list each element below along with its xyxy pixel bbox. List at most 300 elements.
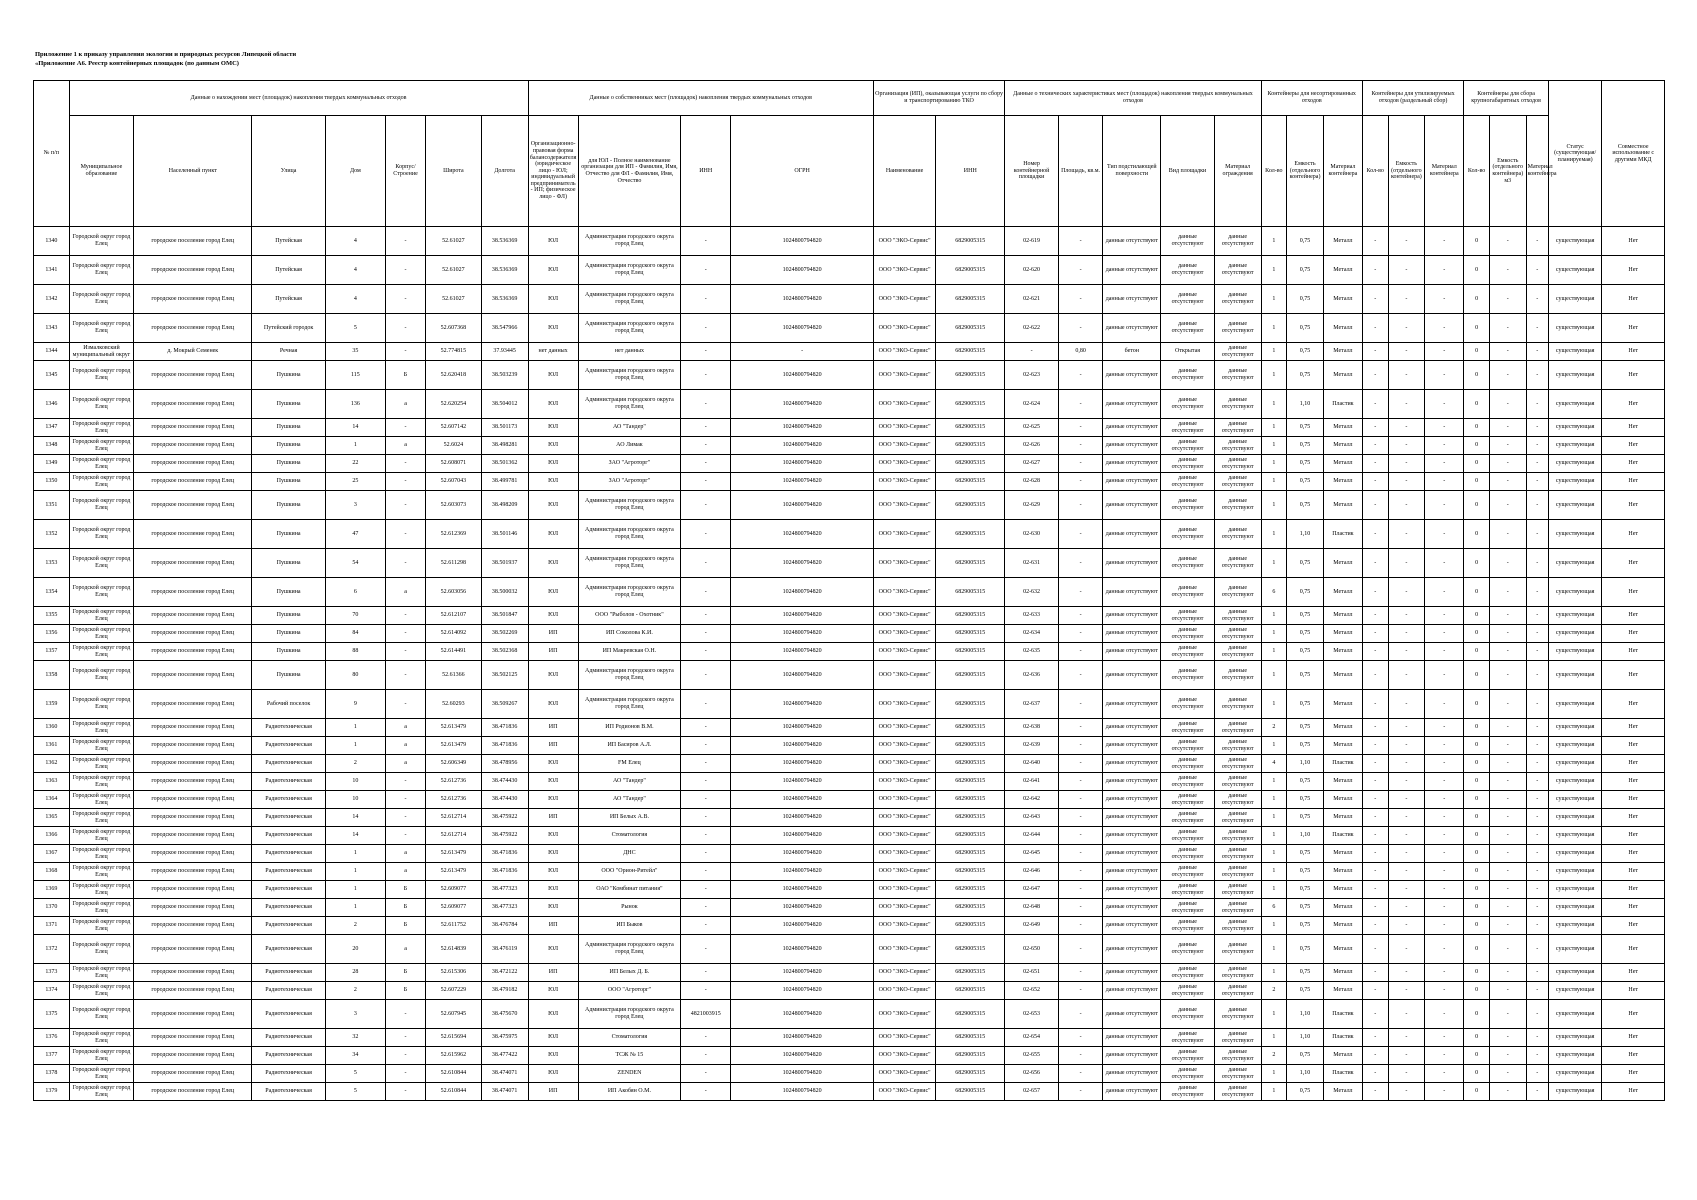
table-cell: 02-626 [1005,437,1058,455]
table-cell: ЮЛ [528,1047,578,1065]
table-cell: - [1489,227,1526,256]
table-cell: 0,75 [1287,690,1324,719]
table-cell: - [1362,982,1388,1000]
table-cell: Городской округ город Елец [69,964,134,982]
table-cell: Администрация городского округа город Елец [578,661,680,690]
table-cell: данные отсутствуют [1214,520,1261,549]
table-cell: городское поселение город Елец [134,607,252,625]
table-cell: - [1058,491,1103,520]
table-cell: 52.603073 [426,491,482,520]
table-cell: 0,75 [1287,809,1324,827]
table-cell: - [1526,845,1548,863]
table-cell: ТСЖ № 15 [578,1047,680,1065]
table-cell: Пушкина [252,473,326,491]
table-cell: существующая [1548,791,1601,809]
table-cell: - [1058,791,1103,809]
table-cell: 52.606349 [426,755,482,773]
table-cell: 6829005315 [936,1029,1005,1047]
table-cell: данные отсутствуют [1103,285,1161,314]
table-cell: 14 [325,809,385,827]
table-cell: - [1362,520,1388,549]
table-cell: данные отсутствуют [1161,361,1214,390]
table-cell: Металл [1323,809,1362,827]
table-cell: Городской округ город Елец [69,520,134,549]
table-cell: - [1425,491,1464,520]
table-cell: 52.61027 [426,227,482,256]
table-cell: Нет [1602,935,1665,964]
table-cell: ЮЛ [528,982,578,1000]
table-cell: городское поселение город Елец [134,578,252,607]
table-cell: - [1425,578,1464,607]
column-header: Дом [325,116,385,227]
table-cell: существующая [1548,437,1601,455]
table-cell: 6829005315 [936,935,1005,964]
table-cell: - [385,1000,425,1029]
table-cell: 0,75 [1287,361,1324,390]
table-cell: - [1489,419,1526,437]
table-cell: ООО "ЭКО-Сервис" [873,773,935,791]
table-cell: 0,75 [1287,845,1324,863]
table-cell: - [1526,227,1548,256]
table-cell: 1024800794820 [731,1047,874,1065]
table-cell: - [1425,863,1464,881]
table-cell: данные отсутствуют [1103,419,1161,437]
table-row [34,755,1665,773]
table-cell: ЮЛ [528,491,578,520]
table-cell: Городской округ город Елец [69,935,134,964]
table-cell: 52.613479 [426,845,482,863]
table-cell: 52.614839 [426,935,482,964]
table-cell: Городской округ город Елец [69,917,134,935]
table-row [34,419,1665,437]
table-cell: Нет [1602,845,1665,863]
table-cell: 6829005315 [936,314,1005,343]
table-cell: 2 [325,755,385,773]
table-cell: ООО "ЭКО-Сервис" [873,827,935,845]
table-cell: ЮЛ [528,791,578,809]
table-cell: - [1425,455,1464,473]
table-cell: 1350 [34,473,70,491]
table-cell: - [681,285,731,314]
table-cell: - [1526,935,1548,964]
table-cell: - [1425,549,1464,578]
table-cell: - [1489,791,1526,809]
table-cell: существующая [1548,256,1601,285]
table-cell: Нет [1602,361,1665,390]
table-cell: 6829005315 [936,719,1005,737]
table-cell: Городской округ город Елец [69,419,134,437]
table-cell: Нет [1602,899,1665,917]
table-cell: Металл [1323,1047,1362,1065]
table-cell: 38.471836 [481,845,528,863]
table-cell: - [1526,549,1548,578]
group-unsorted-containers-header: Контейнеры для несортированных отходов [1261,81,1362,116]
table-cell: - [385,690,425,719]
table-cell: - [1058,809,1103,827]
table-cell: 1 [1261,643,1287,661]
table-cell: - [681,964,731,982]
table-cell: - [1058,625,1103,643]
table-cell: - [681,881,731,899]
table-cell: - [1362,881,1388,899]
table-cell: Б [385,899,425,917]
table-cell: 1 [1261,1065,1287,1083]
table-cell: 1364 [34,791,70,809]
table-cell: 1374 [34,982,70,1000]
table-cell: ООО "ЭКО-Сервис" [873,491,935,520]
table-cell: - [1388,827,1425,845]
table-cell: - [1526,361,1548,390]
table-cell: 0,75 [1287,625,1324,643]
table-cell: Нет [1602,437,1665,455]
table-cell: - [1362,390,1388,419]
table-cell: Нет [1602,917,1665,935]
table-cell: 38.478956 [481,755,528,773]
table-cell: 1373 [34,964,70,982]
table-cell: ИП Макревская О.Н. [578,643,680,661]
table-cell: Администрация городского округа город Елец [578,491,680,520]
table-cell: а [385,863,425,881]
table-cell: Путейская [252,285,326,314]
table-cell: ИП [528,964,578,982]
table-cell: 52.610844 [426,1083,482,1101]
table-cell: - [1425,881,1464,899]
table-cell: 6829005315 [936,881,1005,899]
table-cell: 1377 [34,1047,70,1065]
table-cell: - [1526,578,1548,607]
table-cell: данные отсутствуют [1161,1065,1214,1083]
table-cell: данные отсутствуют [1103,625,1161,643]
table-cell: 6829005315 [936,473,1005,491]
table-cell: Измалковский муниципальный округ [69,343,134,361]
table-cell: данные отсутствуют [1103,520,1161,549]
table-cell: - [385,625,425,643]
column-header: ИНН [936,116,1005,227]
table-cell: Металл [1323,881,1362,899]
table-cell: 0 [1464,917,1490,935]
table-cell: - [1526,343,1548,361]
table-cell: ООО "ЭКО-Сервис" [873,437,935,455]
table-cell: Городской округ город Елец [69,625,134,643]
table-cell: 02-657 [1005,1083,1058,1101]
table-cell: - [1362,549,1388,578]
table-cell: - [731,343,874,361]
table-cell: 1 [1261,285,1287,314]
table-cell: 38.471836 [481,719,528,737]
table-cell: городское поселение город Елец [134,625,252,643]
table-cell: 4 [325,227,385,256]
table-cell: 52.61366 [426,661,482,690]
table-cell: Нет [1602,1065,1665,1083]
table-cell: ООО "ЭКО-Сервис" [873,419,935,437]
table-cell: Металл [1323,455,1362,473]
table-cell: 115 [325,361,385,390]
table-cell: 6829005315 [936,578,1005,607]
table-cell: Администрация городского округа город Елец [578,578,680,607]
table-cell: городское поселение город Елец [134,737,252,755]
table-cell: - [1058,1000,1103,1029]
table-cell: ЮЛ [528,881,578,899]
table-cell: данные отсутствуют [1103,737,1161,755]
table-cell: ООО "ЭКО-Сервис" [873,982,935,1000]
column-header: Долгота [481,116,528,227]
table-cell: 0,75 [1287,314,1324,343]
table-cell: 0 [1464,982,1490,1000]
table-cell: - [1058,755,1103,773]
table-cell: 0,75 [1287,578,1324,607]
table-cell: Городской округ город Елец [69,549,134,578]
table-cell: Металл [1323,964,1362,982]
table-cell: 2 [1261,982,1287,1000]
table-cell: 1 [1261,737,1287,755]
document-heading [35,50,296,68]
table-cell: 0 [1464,827,1490,845]
table-cell: существующая [1548,419,1601,437]
table-cell: 6 [325,578,385,607]
table-cell: 1348 [34,437,70,455]
table-cell: 1366 [34,827,70,845]
table-cell: городское поселение город Елец [134,755,252,773]
table-cell: данные отсутствуют [1161,625,1214,643]
table-cell: 0 [1464,455,1490,473]
table-cell: 1024800794820 [731,1065,874,1083]
table-cell: 02-622 [1005,314,1058,343]
table-cell: АО "Тандер" [578,419,680,437]
table-cell: - [1425,791,1464,809]
table-cell: 38.498281 [481,437,528,455]
table-cell: - [1388,520,1425,549]
table-cell: - [1526,473,1548,491]
table-cell: Нет [1602,881,1665,899]
table-cell: - [1489,578,1526,607]
table-cell: 1,10 [1287,520,1324,549]
table-cell: данные отсутствуют [1214,935,1261,964]
table-cell: - [1526,917,1548,935]
table-cell: данные отсутствуют [1103,982,1161,1000]
table-cell: - [681,982,731,1000]
table-cell: ИП Быков [578,917,680,935]
table-cell: данные отсутствуют [1103,1083,1161,1101]
table-cell: - [1425,845,1464,863]
table-cell: - [681,719,731,737]
table-cell: - [1058,845,1103,863]
table-cell: данные отсутствуют [1214,1065,1261,1083]
table-cell: 1 [1261,1083,1287,1101]
table-cell: а [385,719,425,737]
table-cell: 02-645 [1005,845,1058,863]
table-cell: - [681,578,731,607]
table-cell: - [1425,917,1464,935]
table-cell: данные отсутствуют [1161,899,1214,917]
table-cell: Радиотехническая [252,1000,326,1029]
table-cell: - [1058,661,1103,690]
table-row [34,1047,1665,1065]
table-cell: существующая [1548,863,1601,881]
table-cell: существующая [1548,845,1601,863]
table-cell: данные отсутствуют [1103,964,1161,982]
table-cell: 38.504012 [481,390,528,419]
table-cell: 6829005315 [936,755,1005,773]
table-cell: ЮЛ [528,473,578,491]
table-cell: данные отсутствуют [1214,455,1261,473]
table-cell: 0,75 [1287,256,1324,285]
table-cell: Металл [1323,863,1362,881]
table-cell: 4 [1261,755,1287,773]
table-cell: Городской округ город Елец [69,791,134,809]
table-cell: 0,75 [1287,437,1324,455]
table-cell: ИП [528,719,578,737]
table-cell: 1359 [34,690,70,719]
table-cell: Пушкина [252,437,326,455]
table-cell: - [1425,719,1464,737]
table-cell: - [1058,690,1103,719]
table-cell: - [1388,690,1425,719]
table-cell: - [1388,549,1425,578]
table-cell: ЮЛ [528,227,578,256]
table-cell: 1363 [34,773,70,791]
table-cell: - [1425,935,1464,964]
table-cell: Радиотехническая [252,863,326,881]
table-cell: данные отсутствуют [1161,455,1214,473]
table-cell: данные отсутствуют [1214,845,1261,863]
table-cell: 1024800794820 [731,1029,874,1047]
column-header: ОГРН [731,116,874,227]
table-cell: 6829005315 [936,737,1005,755]
table-cell: Пушкина [252,549,326,578]
table-cell: 02-620 [1005,256,1058,285]
table-cell: ЮЛ [528,899,578,917]
container-sites-registry-table [33,80,1665,1101]
table-cell: - [1362,227,1388,256]
table-cell: 84 [325,625,385,643]
table-cell: 38.502125 [481,661,528,690]
table-cell: 0 [1464,607,1490,625]
table-cell: 02-635 [1005,643,1058,661]
table-cell: ЮЛ [528,285,578,314]
table-row [34,845,1665,863]
table-cell: - [1489,1029,1526,1047]
table-cell: 1342 [34,285,70,314]
table-cell: 6829005315 [936,343,1005,361]
table-cell: 1024800794820 [731,773,874,791]
table-cell: - [1526,827,1548,845]
table-cell: - [1058,256,1103,285]
table-cell: - [385,256,425,285]
table-cell: Металл [1323,419,1362,437]
table-cell: АО "Тандер" [578,791,680,809]
table-cell: данные отсутствуют [1103,390,1161,419]
column-header: Вид площадки [1161,116,1214,227]
table-cell: - [1362,719,1388,737]
table-cell: - [681,437,731,455]
table-cell: 52.612714 [426,827,482,845]
table-cell: 52.612736 [426,791,482,809]
table-cell: 6829005315 [936,791,1005,809]
group-owner-header: Данные о собственниках мест (площадок) накопления твердых коммунальных отходов [528,81,873,116]
table-cell: Пушкина [252,455,326,473]
table-row [34,827,1665,845]
table-cell: 1024800794820 [731,578,874,607]
table-cell: - [1388,607,1425,625]
table-cell: АО "Тандер" [578,773,680,791]
table-cell: - [1526,607,1548,625]
table-cell: - [1362,1083,1388,1101]
table-cell: Нет [1602,256,1665,285]
table-cell: ЮЛ [528,256,578,285]
table-cell: 52.613479 [426,719,482,737]
table-cell: а [385,737,425,755]
table-cell: данные отсутствуют [1214,578,1261,607]
table-cell: ЮЛ [528,827,578,845]
table-cell: 1361 [34,737,70,755]
table-cell: городское поселение город Елец [134,1000,252,1029]
table-cell: Нет [1602,1000,1665,1029]
table-cell: - [1526,773,1548,791]
table-cell: - [1526,755,1548,773]
table-cell: 0 [1464,285,1490,314]
table-cell: - [1058,917,1103,935]
table-cell: 1343 [34,314,70,343]
table-cell: данные отсутствуют [1214,964,1261,982]
table-cell: Б [385,917,425,935]
table-cell: данные отсутствуют [1103,607,1161,625]
table-cell: Городской округ город Елец [69,809,134,827]
table-cell: 1341 [34,256,70,285]
table-cell: а [385,390,425,419]
table-cell: 1,10 [1287,390,1324,419]
table-cell: а [385,578,425,607]
table-cell: - [1425,773,1464,791]
table-row [34,661,1665,690]
table-cell: - [1058,935,1103,964]
table-cell: Радиотехническая [252,917,326,935]
table-cell: 1024800794820 [731,643,874,661]
table-cell: - [681,549,731,578]
table-cell: нет данных [528,343,578,361]
table-cell: 1351 [34,491,70,520]
table-cell: существующая [1548,227,1601,256]
table-cell: 1 [1261,549,1287,578]
column-header: ИНН [681,116,731,227]
table-cell: Металл [1323,845,1362,863]
table-cell: 1024800794820 [731,661,874,690]
table-cell: 1024800794820 [731,791,874,809]
table-cell: - [1058,578,1103,607]
table-cell: 6 [1261,899,1287,917]
table-cell: - [1388,578,1425,607]
table-row [34,917,1665,935]
table-cell: 1 [1261,314,1287,343]
table-cell: 14 [325,827,385,845]
table-cell: данные отсутствуют [1214,1029,1261,1047]
table-cell: - [681,419,731,437]
table-cell: ООО "ЭКО-Сервис" [873,809,935,827]
table-cell: данные отсутствуют [1161,256,1214,285]
table-cell: 38.498209 [481,491,528,520]
table-cell: 1355 [34,607,70,625]
table-cell: Металл [1323,473,1362,491]
col-status-header: Статус (существующая/планируемая) [1548,81,1601,227]
table-cell: ЮЛ [528,437,578,455]
table-cell: 6829005315 [936,607,1005,625]
table-cell: 52.612736 [426,773,482,791]
table-cell: 52.603056 [426,578,482,607]
table-cell: данные отсутствуют [1214,791,1261,809]
table-cell: - [385,661,425,690]
table-cell: данные отсутствуют [1161,607,1214,625]
table-cell: городское поселение город Елец [134,661,252,690]
table-cell: данные отсутствуют [1103,899,1161,917]
